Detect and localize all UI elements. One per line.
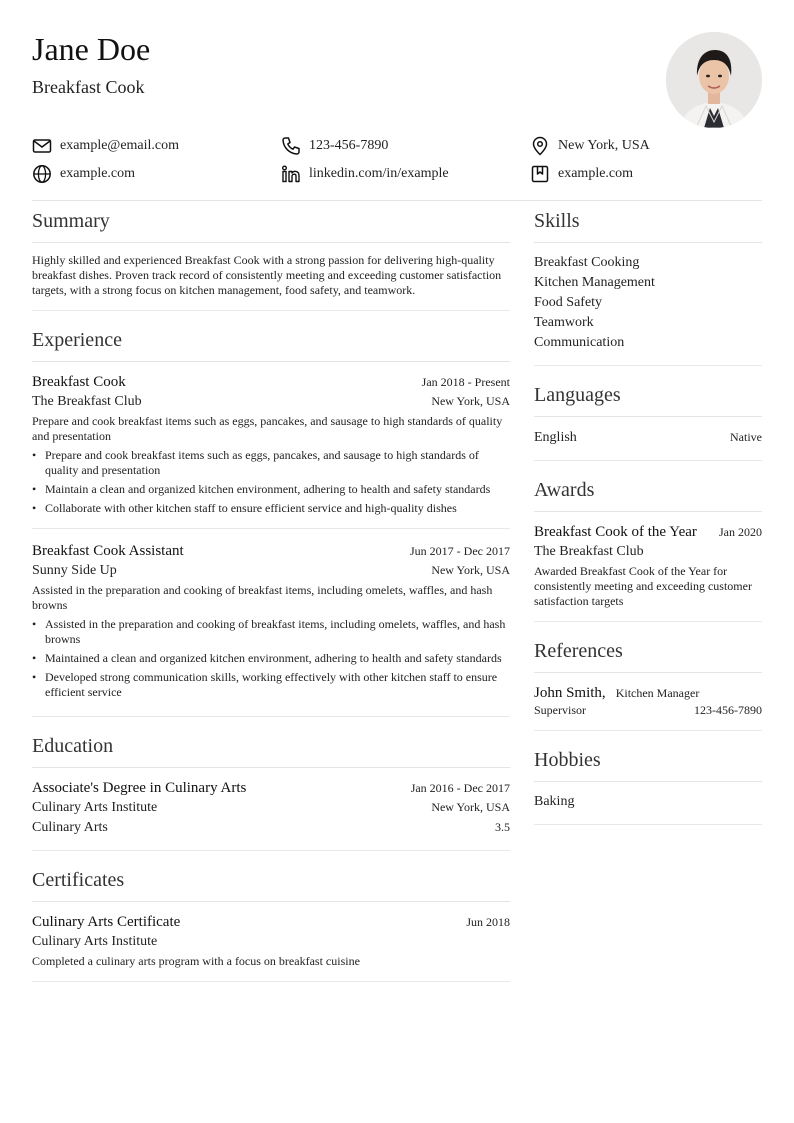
bookmark-icon	[530, 164, 550, 184]
award-issuer: The Breakfast Club	[534, 544, 644, 559]
job-description: Assisted in the preparation and cooking of breakfast items, including omelets, waffles, and hash browns	[32, 583, 493, 612]
certificate-description: Completed a culinary arts program with a focus on breakfast cuisine	[32, 954, 360, 968]
contact-website[interactable]	[32, 162, 135, 186]
side-column	[534, 204, 762, 837]
summary-section	[32, 204, 510, 311]
field-of-study: Culinary Arts	[32, 820, 108, 835]
job-description: Prepare and cook breakfast items such as eggs, pancakes, and sausage to high standards of quality and presentation	[32, 414, 503, 443]
contact-phone[interactable]	[281, 134, 388, 158]
main-column	[32, 204, 510, 994]
certificate-issuer: Culinary Arts Institute	[32, 934, 158, 949]
candidate-title: Breakfast Cook	[32, 77, 145, 97]
school-name: Culinary Arts Institute	[32, 800, 158, 815]
portfolio-text: example.com	[558, 166, 634, 181]
reference-role: Kitchen Manager	[615, 686, 700, 700]
language-level: Native	[730, 430, 762, 444]
languages-section	[534, 378, 762, 461]
contact-email[interactable]	[32, 134, 179, 158]
skills-heading: Skills	[534, 204, 762, 243]
header-divider	[32, 200, 762, 201]
job-bullets	[32, 617, 510, 700]
candidate-name: Jane Doe	[32, 31, 151, 67]
awards-heading: Awards	[534, 473, 762, 512]
degree-name: Associate's Degree in Culinary Arts	[32, 780, 247, 796]
summary-heading: Summary	[32, 204, 510, 243]
linkedin-text: linkedin.com/in/example	[309, 166, 449, 181]
reference-phone: 123-456-7890	[694, 703, 762, 717]
linkedin-icon	[281, 164, 301, 184]
profile-photo	[666, 32, 762, 128]
skill-item: Teamwork	[534, 315, 594, 330]
language-name: English	[534, 430, 577, 445]
gpa-value: 3.5	[495, 820, 510, 834]
languages-heading: Languages	[534, 378, 762, 417]
award-name: Breakfast Cook of the Year	[534, 524, 697, 540]
references-heading: References	[534, 634, 762, 673]
job-title: Breakfast Cook	[32, 374, 126, 390]
summary-text: Highly skilled and experienced Breakfast Cook with a strong passion for delivering high-quality breakfast dishes. Proven track record of consistently meeting and exceeding customer satisfaction targets, with a strong focus on kitchen management, food safety, and teamwork.	[32, 253, 502, 297]
job-dates: Jun 2017 - Dec 2017	[410, 544, 510, 558]
profile-photo-illustration	[666, 32, 762, 128]
experience-heading: Experience	[32, 323, 510, 362]
skill-item: Kitchen Management	[534, 275, 655, 290]
reference-relation: Supervisor	[534, 703, 586, 717]
map-pin-icon	[530, 136, 550, 156]
education-heading: Education	[32, 729, 510, 768]
skill-item: Food Safety	[534, 295, 603, 310]
award-date: Jan 2020	[719, 525, 762, 539]
job-bullet: • Developed strong communication skills, working effectively with other kitchen staff to ensure efficient service	[32, 670, 510, 700]
location-text: New York, USA	[558, 138, 650, 153]
job-bullet: • Assisted in the preparation and cooking of breakfast items, including omelets, waffles, and hash browns	[32, 617, 510, 647]
email-text: example@email.com	[60, 138, 180, 153]
hobbies-section	[534, 743, 762, 825]
company-name: Sunny Side Up	[32, 563, 117, 578]
skill-item: Breakfast Cooking	[534, 255, 640, 270]
contact-portfolio[interactable]	[530, 162, 633, 186]
contact-linkedin[interactable]	[281, 162, 449, 186]
company-name: The Breakfast Club	[32, 394, 142, 409]
contact-location	[530, 134, 650, 158]
experience-entry	[32, 528, 510, 700]
hobby-item: Baking	[534, 794, 575, 809]
reference-name: John Smith,	[534, 685, 606, 701]
experience-section	[32, 323, 510, 717]
job-bullet: • Collaborate with other kitchen staff to ensure efficient service and high-quality dishes	[32, 501, 510, 516]
job-dates: Jan 2018 - Present	[421, 375, 510, 389]
references-section	[534, 634, 762, 731]
job-location: New York, USA	[431, 394, 510, 408]
skill-item: Communication	[534, 335, 625, 350]
job-bullet: • Prepare and cook breakfast items such as eggs, pancakes, and sausage to high standards of quality and presentation	[32, 448, 510, 478]
website-text: example.com	[60, 166, 136, 181]
certificates-section	[32, 863, 510, 982]
job-bullets	[32, 448, 510, 516]
phone-text: 123-456-7890	[309, 138, 389, 153]
phone-icon	[281, 136, 301, 156]
globe-icon	[32, 164, 52, 184]
job-bullet: • Maintained a clean and organized kitchen environment, adhering to health and safety standards	[32, 651, 510, 666]
certificate-name: Culinary Arts Certificate	[32, 914, 181, 930]
certificate-date: Jun 2018	[466, 915, 510, 929]
skills-section	[534, 204, 762, 366]
education-section	[32, 729, 510, 851]
education-dates: Jan 2016 - Dec 2017	[410, 781, 510, 795]
job-bullet: • Maintain a clean and organized kitchen environment, adhering to health and safety standards	[32, 482, 510, 497]
certificates-heading: Certificates	[32, 863, 510, 902]
mail-icon	[32, 136, 52, 156]
hobbies-heading: Hobbies	[534, 743, 762, 782]
job-title: Breakfast Cook Assistant	[32, 543, 184, 559]
awards-section	[534, 473, 762, 622]
experience-entry	[32, 372, 510, 516]
job-location: New York, USA	[431, 563, 510, 577]
school-location: New York, USA	[431, 800, 510, 814]
award-description: Awarded Breakfast Cook of the Year for consistently meeting and exceeding customer satisfaction targets	[534, 564, 752, 608]
